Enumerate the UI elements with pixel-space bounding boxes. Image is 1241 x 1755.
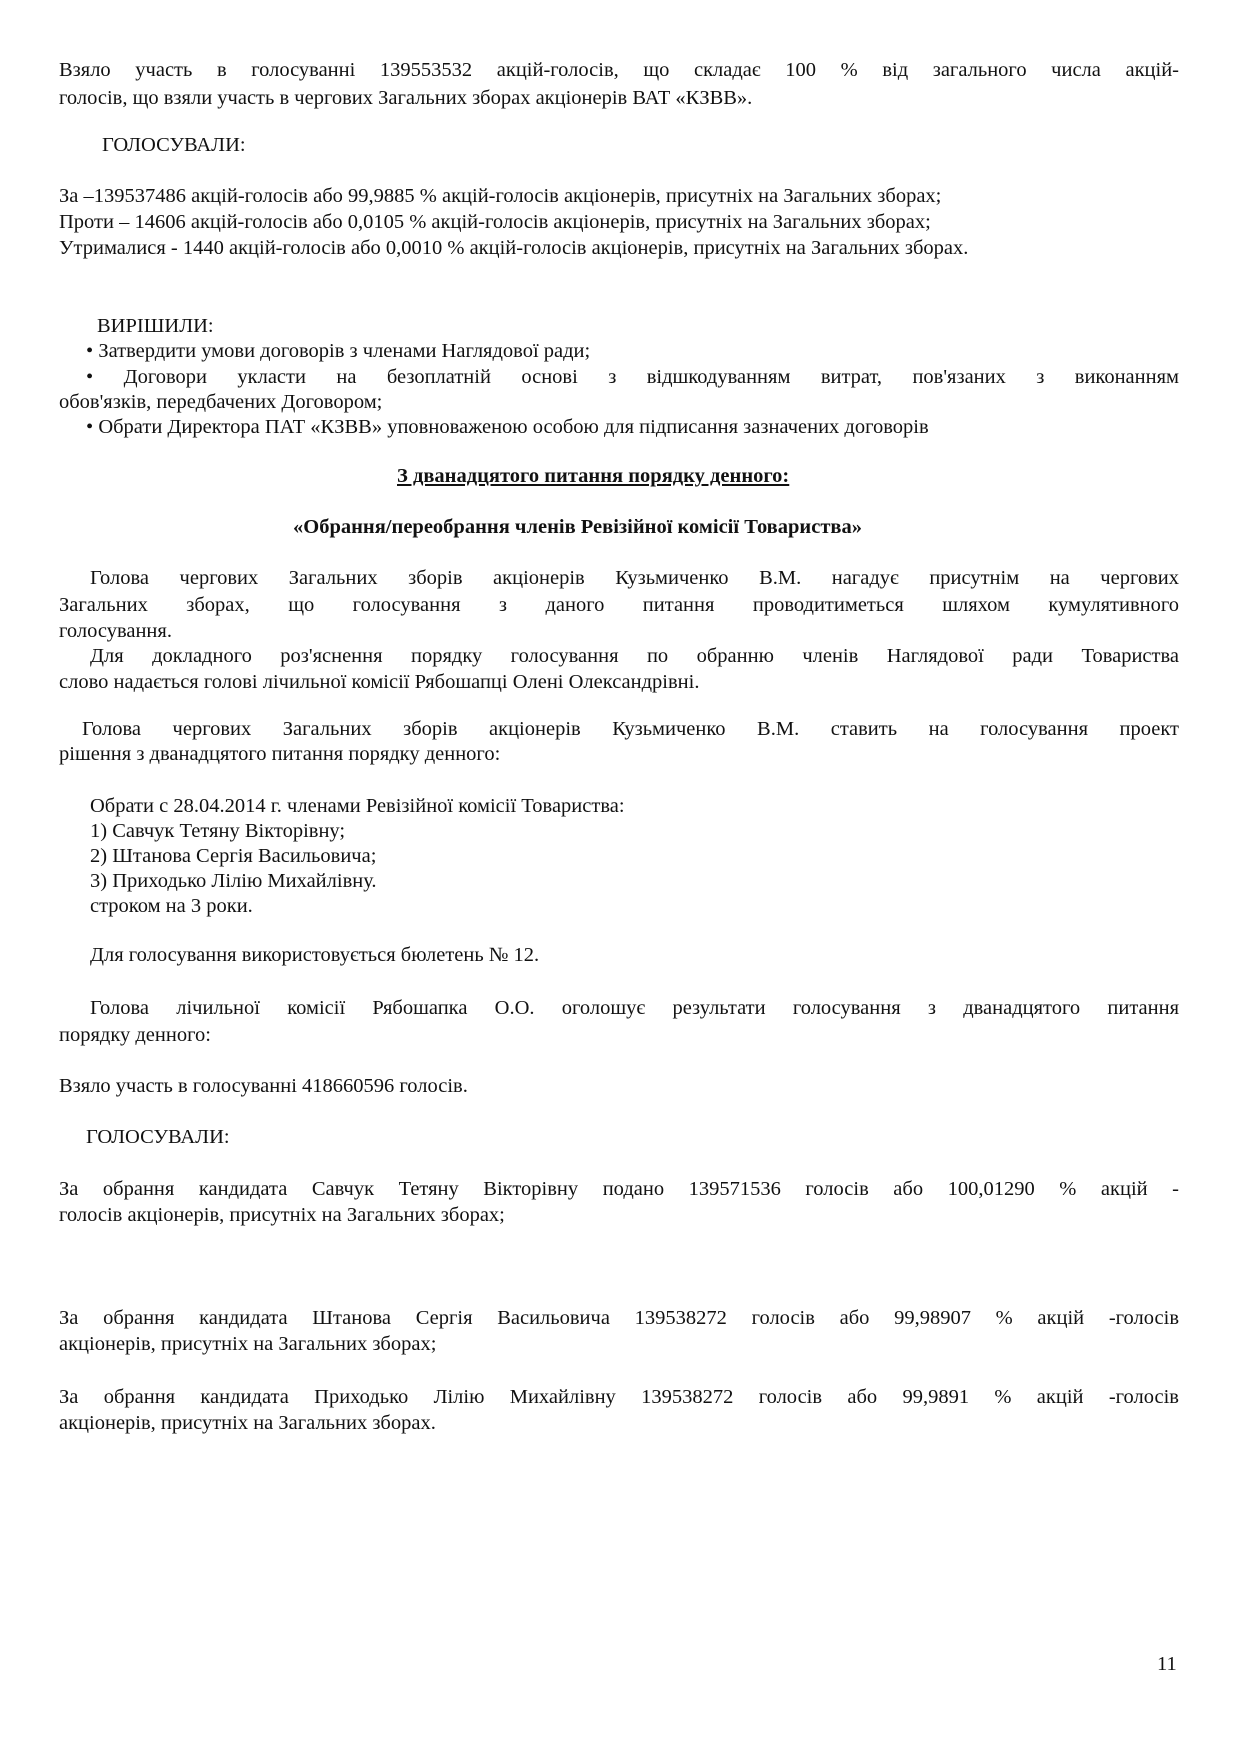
paragraph-proposal-line-2: рішення з дванадцятого питання порядку денного:	[59, 743, 501, 765]
paragraph-results-line-2: порядку денного:	[59, 1024, 211, 1046]
participation-line-1: Взяло участь в голосуванні 139553532 акцій-голосів, що складає 100 % від загального числа акцій-	[59, 59, 1179, 81]
vote-for: За –139537486 акцій-голосів або 99,9885 % акцій-голосів акціонерів, присутніх на Загальних зборах;	[59, 185, 942, 207]
paragraph-reminder-line-3: голосування.	[59, 620, 172, 642]
paragraph-reminder-line-1: Голова чергових Загальних зборів акціонерів Кузьмиченко В.М. нагадує присутнім на чергових	[90, 567, 1179, 589]
decision-item-2-cont: обов'язків, передбачених Договором;	[59, 391, 383, 413]
decision-item-2: • Договори укласти на безоплатній основі з відшкодуванням витрат, пов'язаних з виконанням	[86, 364, 1179, 390]
participation-total: Взяло участь в голосуванні 418660596 голосів.	[59, 1075, 468, 1097]
result-candidate-2-line-1: За обрання кандидата Штанова Сергія Васильовича 139538272 голосів або 99,98907 % акцій -голосів	[59, 1307, 1179, 1329]
result-candidate-1-line-2: голосів акціонерів, присутніх на Загальних зборах;	[59, 1204, 505, 1226]
paragraph-proposal-line-1: Голова чергових Загальних зборів акціонерів Кузьмиченко В.М. ставить на голосування проект	[82, 718, 1179, 740]
paragraph-explanation-line-1: Для докладного роз'яснення порядку голосування по обранню членів Наглядової ради Товариства	[90, 645, 1179, 667]
decision-item-1: • Затвердити умови договорів з членами Наглядової ради;	[86, 338, 590, 364]
section-heading: З дванадцятого питання порядку денного:	[397, 465, 790, 487]
result-candidate-1-line-1: За обрання кандидата Савчук Тетяну Вікторівну подано 139571536 голосів або 100,01290 % акцій -	[59, 1178, 1179, 1200]
result-candidate-3-line-1: За обрання кандидата Приходько Лілію Михайлівну 139538272 голосів або 99,9891 % акцій -голосів	[59, 1386, 1179, 1408]
paragraph-reminder-line-2: Загальних зборах, що голосування з даного питання проводитиметься шляхом кумулятивного	[59, 594, 1179, 616]
elect-intro: Обрати с 28.04.2014 г. членами Ревізійної комісії Товариства:	[90, 795, 625, 817]
page-number: 11	[1157, 1653, 1177, 1675]
candidate-item: 2) Штанова Сергія Васильовича;	[90, 845, 377, 867]
result-candidate-3-line-2: акціонерів, присутніх на Загальних зборах.	[59, 1412, 436, 1434]
section-title: «Обрання/переобрання членів Ревізійної комісії Товариства»	[293, 516, 862, 538]
voted-heading: ГОЛОСУВАЛИ:	[102, 134, 246, 156]
ballot-note: Для голосування використовується бюлетень № 12.	[90, 944, 540, 966]
term: строком на 3 роки.	[90, 895, 253, 917]
decision-item-3: • Обрати Директора ПАТ «КЗВВ» уповноваженою особою для підписання зазначених договорів	[86, 414, 929, 440]
paragraph-explanation-line-2: слово надається голові лічильної комісії Рябошапці Олені Олександрівні.	[59, 671, 700, 693]
decided-heading: ВИРІШИЛИ:	[97, 315, 214, 337]
voted-heading-2: ГОЛОСУВАЛИ:	[86, 1126, 230, 1148]
candidate-item: 1) Савчук Тетяну Вікторівну;	[90, 820, 346, 842]
candidate-item: 3) Приходько Лілію Михайлівну.	[90, 870, 377, 892]
vote-against: Проти – 14606 акцій-голосів або 0,0105 % акцій-голосів акціонерів, присутніх на Загальних зборах;	[59, 211, 931, 233]
paragraph-results-line-1: Голова лічильної комісії Рябошапка О.О. оголошує результати голосування з дванадцятого питання	[90, 997, 1179, 1019]
participation-line-2: голосів, що взяли участь в чергових Загальних зборах акціонерів ВАТ «КЗВВ».	[59, 87, 753, 109]
result-candidate-2-line-2: акціонерів, присутніх на Загальних зборах;	[59, 1333, 437, 1355]
vote-abstain: Утрималися - 1440 акцій-голосів або 0,0010 % акцій-голосів акціонерів, присутніх на Загальних зборах.	[59, 237, 969, 259]
